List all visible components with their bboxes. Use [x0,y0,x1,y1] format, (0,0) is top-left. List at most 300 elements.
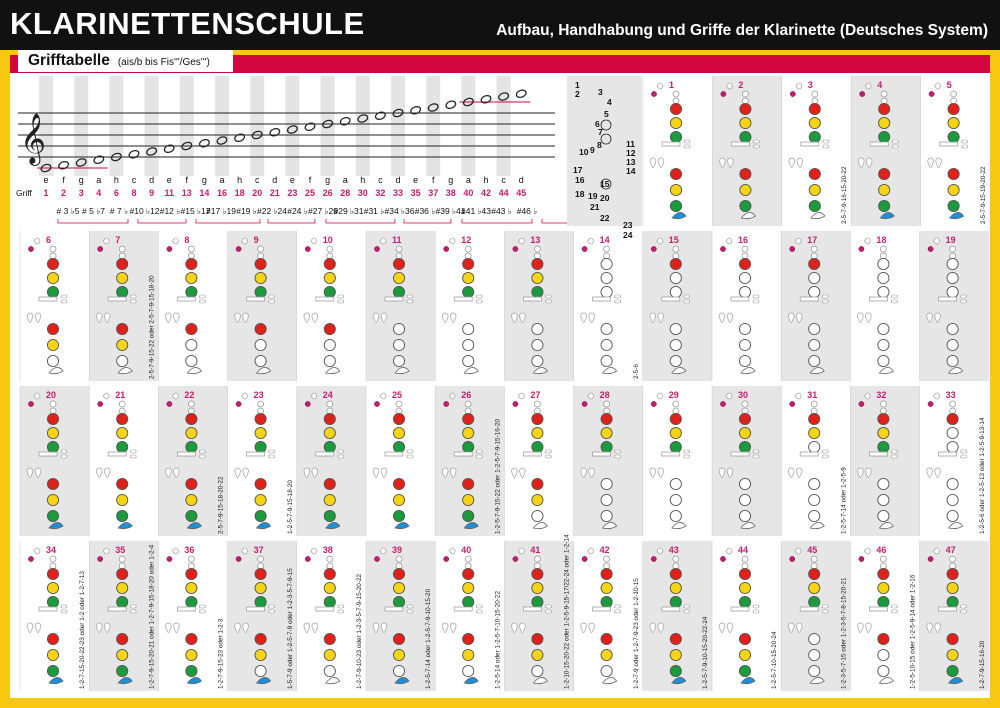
pinky-key [35,623,41,633]
tone-hole [463,258,474,269]
small-key [811,401,817,407]
register-key [726,548,732,554]
pinky-low-key [741,677,755,683]
fingering-number: 39 [392,545,403,555]
tone-hole [393,665,404,676]
tone-hole [878,478,889,489]
note-name: h [113,175,119,185]
griff-number: 35 [410,188,421,198]
fingering-cell [643,231,712,381]
note-head [234,133,246,143]
tone-hole [463,649,474,660]
lever-key [316,607,334,611]
side-key [615,295,621,298]
griff-number: 26 [322,188,333,198]
tone-hole [532,258,543,269]
small-key [50,401,56,407]
tone-hole [878,413,889,424]
treble-clef-icon: 𝄞 [20,113,47,164]
tone-hole [878,510,889,521]
tone-hole [186,339,197,350]
thumb-hole [859,246,864,251]
lever-key [523,297,541,301]
thumb-hole [444,401,449,406]
fingering-number: 16 [738,235,749,245]
tone-hole [393,441,404,452]
small-key [188,246,194,252]
tone-hole [255,427,266,438]
side-key [823,145,829,148]
lever-key [940,142,958,146]
fingering-number: 19 [945,235,956,245]
griff-number: 6 [113,188,119,198]
lever-key [177,607,195,611]
pinky-key [450,623,456,633]
tone-hole [601,494,612,505]
note-name: e [413,175,419,185]
pinky-key [866,623,872,633]
lever-key [39,607,57,611]
alternate-fingering: 1-2-5-10-15 oder 1-2-5-9-14 oder 1-2-16 [909,574,917,689]
key-number: 18 [575,189,585,199]
fingering-cell [574,231,640,381]
register-key [935,83,941,89]
tone-hole [324,323,335,334]
tone-hole [739,494,750,505]
fingering-cell [89,231,158,381]
pinky-low-key [187,367,201,373]
tone-hole [670,494,681,505]
fingering-cell [851,76,920,226]
tone-hole [670,184,681,195]
tone-hole [740,200,751,211]
tone-hole [670,200,681,211]
tone-hole [393,568,404,579]
pinky-key [589,313,595,323]
tone-hole [601,258,612,269]
thumb-hole [374,401,379,406]
side-key [130,610,136,613]
tone-hole [878,633,889,644]
fingering-cell [920,386,986,536]
tone-hole [879,117,890,128]
thumb-hole [582,246,587,251]
pinky-key [789,158,795,168]
tone-hole [670,478,681,489]
griff-label: Griff [16,188,32,198]
fingering-cell [158,231,205,381]
pinky-low-key [879,677,893,683]
fingering-cell [158,541,224,691]
pinky-low-key [49,677,63,683]
tone-hole [739,355,750,366]
side-key [61,300,67,303]
fingering-number: 28 [599,390,610,400]
pinky-key [442,313,448,323]
lever-key [662,142,680,146]
thumb-hole [928,401,933,406]
fingering-number: 36 [184,545,195,555]
staff-column [426,76,440,176]
tone-hole [186,413,197,424]
tone-hole [117,355,128,366]
side-key [891,295,897,298]
side-key [476,455,482,458]
trill-bracket [326,219,395,223]
note-head [128,149,140,159]
key-number: 3 [598,87,603,97]
lever-key [731,452,749,456]
thumb-hole [790,556,795,561]
tone-hole [463,441,474,452]
tone-hole [463,355,474,366]
alternate-fingering: 1-2-3-5-7-15 oder 1-2-3-5-7-8-15-20-21 [840,577,848,689]
side-key [199,455,205,458]
small-key [673,401,679,407]
side-key [407,295,413,298]
tone-hole [601,568,612,579]
alternate-fingering: 1-2-7-9-10-23 oder 1-2-3-5-7-9-15-20-22 [356,573,363,689]
tone-hole [186,258,197,269]
tone-hole [670,131,681,142]
tone-hole [739,427,750,438]
key-number: 1 [575,80,580,90]
fingering-cell [20,386,89,536]
tone-hole [324,286,335,297]
pinky-key [797,158,803,168]
griff-number: 32 [375,188,386,198]
side-key [199,450,205,453]
key-number: 4 [607,97,612,107]
side-key [407,610,413,613]
note-head [58,160,70,170]
fingering-number: 31 [807,390,818,400]
thumb-hole [651,246,656,251]
tone-hole [739,339,750,350]
tone-hole [809,272,820,283]
fingering-chart [10,73,990,698]
thumb-hole [28,556,33,561]
tone-hole [393,355,404,366]
side-key [545,295,551,298]
alternate-fingering: 1-2-5-7-10-15-20-24 [771,631,779,689]
fingering-cell [20,231,67,381]
tone-hole [601,596,612,607]
tone-hole [117,258,128,269]
tone-hole [393,582,404,593]
side-key [407,605,413,608]
fingering-number: 17 [807,235,818,245]
fingering-number: 11 [392,235,402,245]
tone-hole [809,596,820,607]
note-head [163,144,175,154]
small-key [119,246,125,252]
fingering-cell [228,541,297,691]
tone-hole [670,568,681,579]
thumb-hole [790,401,795,406]
tone-hole [739,568,750,579]
side-key [199,300,205,303]
note-name: f [62,175,65,185]
tone-hole [463,596,474,607]
register-key [796,83,802,89]
side-key [407,300,413,303]
fingering-number: 21 [115,390,126,400]
griff-number: 21 [269,188,280,198]
lever-key [593,297,611,301]
staff-column [356,76,370,176]
fingering-number: 23 [253,390,264,400]
tone-hole [878,355,889,366]
key-number: 14 [626,166,636,176]
fingering-number: 25 [392,390,403,400]
small-key [673,246,679,252]
tone-hole [601,582,612,593]
lever-key [177,452,195,456]
pinky-key [27,623,33,633]
key-number: 7 [598,127,603,137]
tone-hole [739,413,750,424]
fingering-number: 12 [461,235,472,245]
side-key [753,295,759,298]
fingering-cell [781,386,847,536]
fingering-cell [574,386,643,536]
lever-key [939,452,957,456]
small-key [950,556,956,562]
small-key [465,556,471,562]
note-name: d [149,175,155,185]
tone-hole [740,184,751,195]
note-name: d [518,175,524,185]
lever-key [108,607,126,611]
side-key [684,140,690,143]
griff-number: 16 [216,188,228,198]
thumb-hole [860,91,865,96]
trill-label: #27 ♭29 [307,206,339,216]
pinky-low-key [464,367,478,373]
griff-number: 45 [516,188,527,198]
tone-hole [255,596,266,607]
tone-hole [393,413,404,424]
thumb-hole [859,556,864,561]
register-key [311,238,317,244]
tone-hole [532,286,543,297]
griff-number: 11 [164,188,174,198]
tone-hole [809,131,820,142]
fingering-cell [920,541,989,691]
tone-hole [117,633,128,644]
trill-label: #46 ♭ [516,206,538,216]
lever-key [247,297,265,301]
tone-hole [670,168,681,179]
tone-hole [117,339,128,350]
thumb-hole [721,91,726,96]
tone-hole [47,494,58,505]
note-head [199,138,211,148]
tone-hole [948,117,959,128]
staff-column [180,76,194,176]
side-key [962,145,968,148]
tone-hole [393,494,404,505]
tone-hole [324,258,335,269]
small-key [258,246,264,252]
key-number: 15 [600,179,610,189]
tone-hole [739,286,750,297]
tone-hole [740,117,751,128]
pinky-key [727,313,733,323]
key-number: 16 [575,175,585,185]
tone-hole [878,494,889,505]
fingering-cell [782,76,848,226]
tone-hole [601,478,612,489]
tone-hole [739,510,750,521]
side-key [199,610,205,613]
side-key [130,455,136,458]
fingering-number: 14 [599,235,610,245]
chart-panel [10,73,990,698]
tone-hole [809,649,820,660]
tone-hole [809,568,820,579]
side-key [891,300,897,303]
trill-label: #34 ♭36 [384,206,415,216]
register-key [172,238,178,244]
pinky-key [796,468,802,478]
tone-hole [670,582,681,593]
key-number: 22 [600,213,610,223]
tone-hole [117,478,128,489]
pinky-key [35,313,41,323]
staff-column [391,76,405,176]
small-key [119,401,125,407]
register-key [103,393,109,399]
fingering-number: 9 [253,235,259,245]
tone-hole [255,413,266,424]
tone-hole [186,272,197,283]
tone-hole [255,478,266,489]
side-key [684,455,690,458]
alternate-fingering: 1-5-7-9 oder 1-2-5-7-9 oder 1-2-3-5-7-9-15 [286,568,294,689]
griff-number: 23 [287,188,298,198]
side-key [130,605,136,608]
small-key [50,246,56,252]
pinky-key [166,623,172,633]
tone-hole [463,633,474,644]
fingering-cell [921,76,987,226]
side-key [269,610,275,613]
tone-hole [947,478,958,489]
tone-hole [601,272,612,283]
small-key [534,246,540,252]
side-key [476,300,482,303]
small-key [119,556,125,562]
side-key [961,605,967,608]
tone-hole [255,272,266,283]
tone-hole [47,413,58,424]
tone-hole [117,323,128,334]
fingering-cell [781,541,850,691]
pinky-key [27,313,33,323]
trill-label: #10 ♭12 [129,206,160,216]
tone-hole [532,413,543,424]
lever-key [939,297,957,301]
side-key [615,455,621,458]
tone-hole [47,355,58,366]
register-key [518,393,524,399]
tone-hole [809,665,820,676]
tone-hole [947,568,958,579]
fingering-cell [643,386,690,536]
register-key [864,548,870,554]
side-key [892,145,898,148]
griff-number: 40 [463,188,474,198]
tone-hole [601,441,612,452]
alternate-fingering: 1-2-5-7-14 oder 1-2-5-7-9-10-15-20 [425,588,433,689]
pinky-key [373,468,379,478]
tone-hole [393,596,404,607]
pinky-key [174,623,180,633]
tone-hole [947,649,958,660]
thumb-hole [444,246,449,251]
tone-hole [324,355,335,366]
side-key [476,605,482,608]
trill-label: # 5 ♭7 [82,206,105,216]
small-key [880,246,886,252]
tone-hole [601,427,612,438]
tone-hole [393,323,404,334]
tone-hole [739,323,750,334]
tone-hole [117,510,128,521]
tone-hole [117,286,128,297]
tone-hole [601,339,612,350]
register-key [795,393,801,399]
fingering-cell [297,231,344,381]
small-key [742,401,748,407]
tone-hole [393,633,404,644]
tone-hole [532,494,543,505]
side-key [269,450,275,453]
pinky-key [727,623,733,633]
side-key [199,295,205,298]
trill-label: #41 ♭43 [460,206,492,216]
side-key [338,450,344,453]
tone-hole [739,258,750,269]
griff-number: 9 [149,188,155,198]
lever-key [523,452,541,456]
fingering-number: 33 [945,390,956,400]
small-key [880,556,886,562]
griff-number: 20 [252,188,263,198]
fingering-cell [435,386,504,536]
key-number: 6 [595,119,600,129]
tone-hole [948,200,959,211]
section-title: Grifftabelle [28,52,110,69]
tone-hole [47,323,58,334]
thumb-hole [444,556,449,561]
key-number: 9 [590,145,595,155]
lever-key [39,297,57,301]
thumb-hole [236,401,241,406]
side-key [269,605,275,608]
tone-hole [809,286,820,297]
small-key [258,401,264,407]
fingering-number: 10 [322,235,333,245]
tone-hole [601,649,612,660]
tone-hole [947,286,958,297]
tone-hole [255,582,266,593]
page-title: KLARINETTENSCHULE [10,6,365,41]
trill-bracket [138,219,186,223]
alternate-fingering: 2-5-7-9-15-18-20-22 [217,476,225,534]
